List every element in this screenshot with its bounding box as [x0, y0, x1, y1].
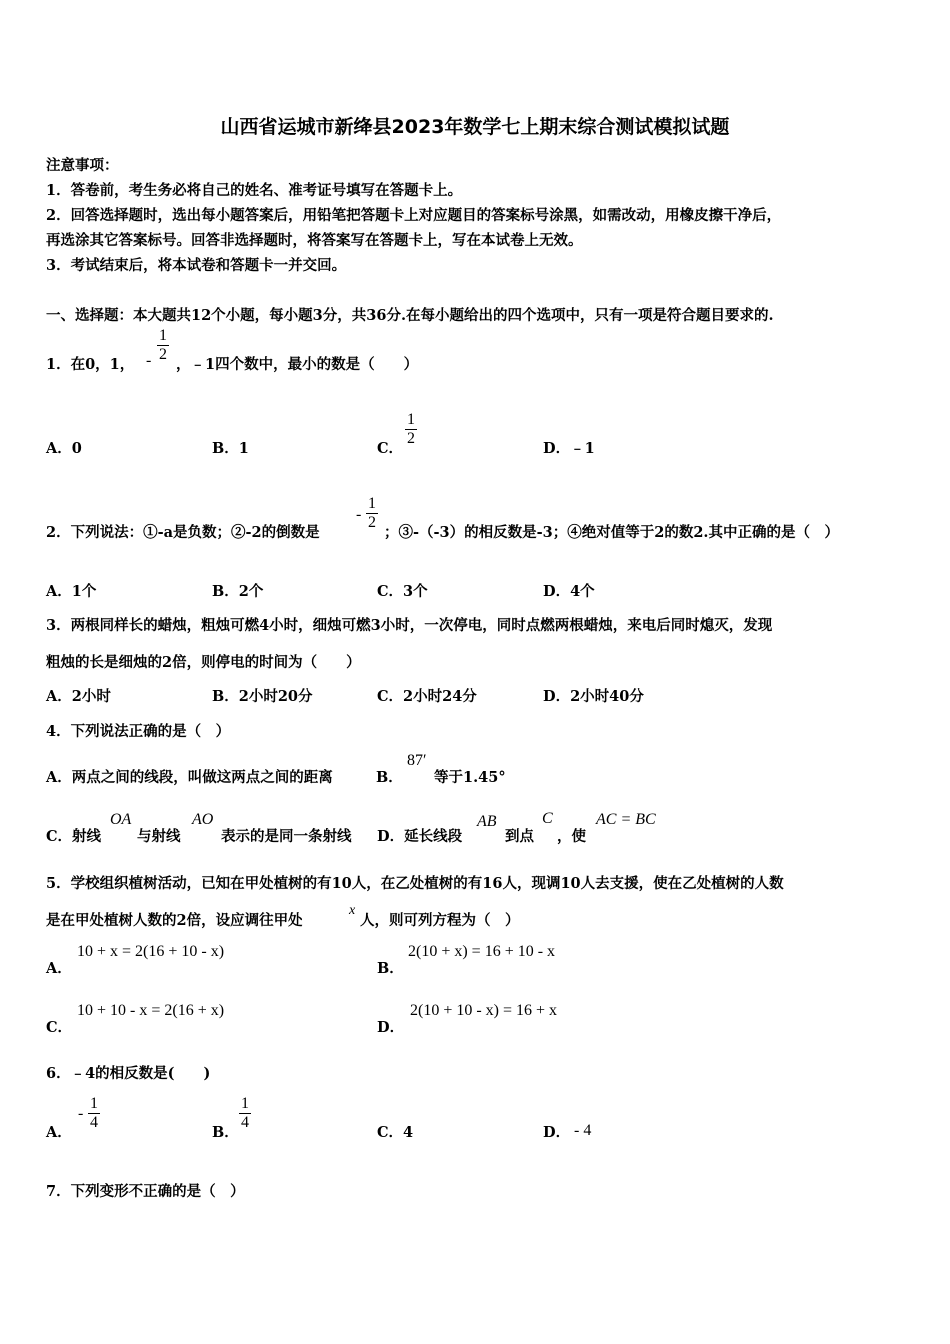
q5-option-d-label: D． [377, 1019, 405, 1036]
q2-frac-num: 1 [368, 495, 376, 512]
q2-stem-b: ；③-（-3）的相反数是-3；④绝对值等于2的数2.其中正确的是（ ） [384, 524, 839, 541]
q4-option-c-a: C．射线 [46, 828, 102, 845]
q4-option-b-text: 等于1.45° [434, 769, 506, 786]
q6-optb-num: 1 [241, 1095, 249, 1112]
q6-opta-den: 4 [90, 1114, 98, 1131]
q5-option-c-equation: 10 + 10 - x = 2(16 + x) [77, 1002, 225, 1019]
q5-line-2a: 是在甲处植树人数的2倍，设应调往甲处 [46, 912, 303, 929]
q1-stem-b: ，﹣1四个数中，最小的数是（ ） [176, 356, 419, 373]
q5-option-a-label: A． [46, 960, 72, 977]
q4-option-c-ray2: AO [192, 811, 214, 828]
q6-option-b-label: B． [212, 1124, 239, 1141]
q4-stem: 4．下列说法正确的是（ ） [46, 723, 231, 740]
q6-option-a-minus: - [78, 1105, 84, 1122]
q1-optc-num: 1 [407, 411, 415, 428]
q6-option-c: C．4 [377, 1124, 414, 1141]
q6-optb-den: 4 [241, 1114, 249, 1131]
q5-option-b-label: B． [377, 960, 404, 977]
q6-option-b-fraction [239, 1095, 251, 1132]
q2-option-c: C．3个 [377, 583, 428, 600]
q5-line-2b: 人，则可列方程为（ ） [360, 912, 520, 929]
q6-option-d-value: - 4 [574, 1122, 592, 1139]
q1-option-c-fraction [405, 411, 417, 448]
q4-option-c-ray1: OA [110, 811, 132, 828]
q4-option-a: A．两点之间的线段，叫做这两点之间的距离 [46, 769, 333, 786]
q1-minus: - [146, 352, 152, 369]
q7-stem: 7．下列变形不正确的是（ ） [46, 1183, 245, 1200]
q5-option-d-equation: 2(10 + 10 - x) = 16 + x [410, 1002, 558, 1019]
q5-option-a-equation: 10 + x = 2(16 + 10 - x) [77, 943, 225, 960]
q1-optc-den: 2 [407, 430, 415, 447]
q4-option-d-b: 到点 [505, 828, 534, 845]
q1-fraction [157, 327, 169, 364]
q2-minus: - [356, 506, 362, 523]
q3-line-2: 粗烛的长是细烛的2倍，则停电的时间为（ ） [46, 654, 361, 671]
q4-option-d-c: ，使 [557, 828, 586, 845]
q1-frac-den: 2 [159, 346, 167, 363]
q4-option-b-math: 87′ [407, 752, 427, 769]
notice-item: 3．考试结束后，将本试卷和答题卡一并交回。 [46, 257, 347, 274]
q4-option-b-label: B． [376, 769, 403, 786]
q1-option-d: D．﹣1 [543, 440, 595, 457]
q3-option-d: D．2小时40分 [543, 688, 644, 705]
q2-fraction [366, 495, 378, 532]
notice-item: 1．答卷前，考生务必将自己的姓名、准考证号填写在答题卡上。 [46, 182, 463, 199]
q6-option-d-label: D． [543, 1124, 571, 1141]
q2-option-d: D．4个 [543, 583, 595, 600]
q4-option-d-point: C [542, 810, 553, 827]
q4-option-d-a: D．延长线段 [377, 828, 463, 845]
notice-item: 2．回答选择题时，选出每小题答案后，用铅笔把答题卡上对应题目的答案标号涂黑，如需改动，用橡皮擦干净后， [46, 207, 782, 224]
q2-frac-den: 2 [368, 514, 376, 531]
q5-option-b-equation: 2(10 + x) = 16 + 10 - x [408, 943, 556, 960]
q4-option-c-b: 与射线 [137, 828, 181, 845]
q1-option-b: B．1 [212, 440, 249, 457]
q4-option-d-seg: AB [477, 813, 497, 830]
q3-option-c: C．2小时24分 [377, 688, 477, 705]
q3-option-a: A．2小时 [46, 688, 111, 705]
q1-stem-a: 1．在0，1， [46, 356, 135, 373]
q4-option-d-eq: AC = BC [596, 811, 656, 828]
q6-opta-num: 1 [90, 1095, 98, 1112]
q6-stem: 6．﹣4的相反数是( ) [46, 1065, 211, 1082]
q1-option-a: A．0 [46, 440, 82, 457]
q2-option-b: B．2个 [212, 583, 264, 600]
notice-heading: 注意事项： [46, 157, 119, 174]
q1-option-c: C． [377, 440, 404, 457]
q6-option-a-fraction [88, 1095, 100, 1132]
section-heading: 一、选择题：本大题共12个小题，每小题3分，共36分.在每小题给出的四个选项中，只有一项是符合题目要求的. [46, 307, 774, 324]
q1-frac-num: 1 [159, 327, 167, 344]
q5-option-c-label: C． [46, 1019, 73, 1036]
q3-option-b: B．2小时20分 [212, 688, 313, 705]
q3-line-1: 3．两根同样长的蜡烛，粗烛可燃4小时，细烛可燃3小时，一次停电，同时点燃两根蜡烛，来电后同时熄灭，发现 [46, 617, 773, 634]
notice-item: 再选涂其它答案标号。回答非选择题时，将答案写在答题卡上，写在本试卷上无效。 [46, 232, 583, 249]
q6-option-a-label: A． [46, 1124, 72, 1141]
q5-line-1: 5．学校组织植树活动，已知在甲处植树的有10人，在乙处植树的有16人，现调10人去支援，使在乙处植树的人数 [46, 875, 784, 892]
q5-variable: x [349, 903, 356, 918]
q2-stem-a: 2．下列说法：①-a是负数；②-2的倒数是 [46, 524, 320, 541]
q4-option-c-c: 表示的是同一条射线 [221, 828, 352, 845]
q2-option-a: A．1个 [46, 583, 97, 600]
page-title: 山西省运城市新绛县2023年数学七上期末综合测试模拟试题 [220, 116, 730, 138]
